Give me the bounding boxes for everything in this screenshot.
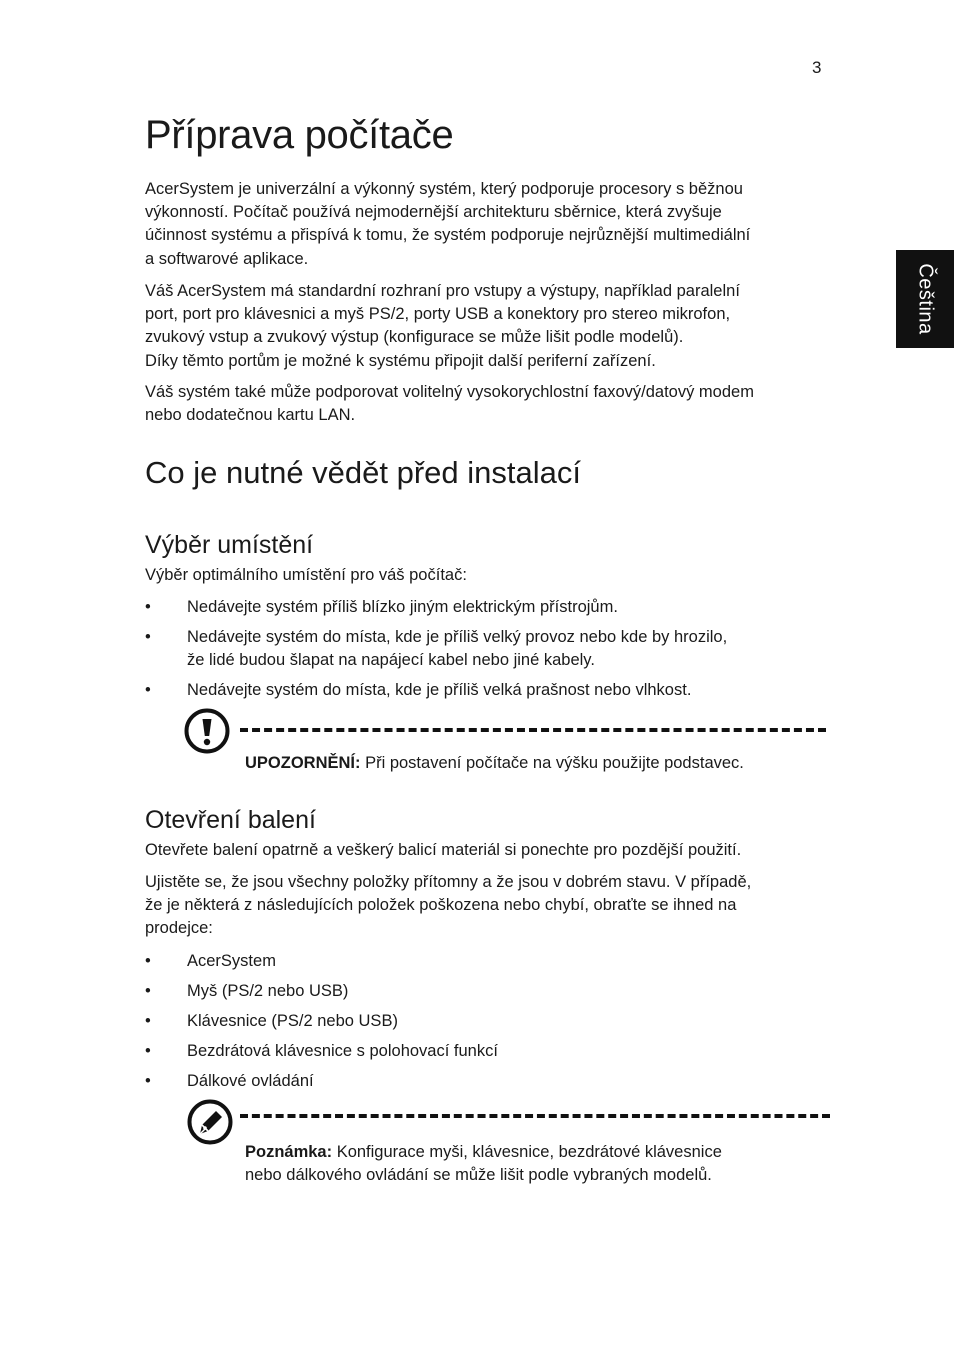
unpacking-paragraph-2: Ujistěte se, že jsou všechny položky přítomny a že jsou v dobrém stavu. V případě, že je některá z následujících položek poškozena nebo chybí, obraťte se ihned na prodejce: [145,873,752,938]
intro-paragraph-1: AcerSystem je univerzální a výkonný systém, který podporuje procesory s běžnou výkonností. Počítač používá nejmodernější architekturu sběrnice, která zvyšuje účinnost systému a přispívá k tomu, že systém podporuje nejrůznější multimediální a softwarové aplikace. [145,180,751,268]
page-number: 3 [812,58,822,77]
warning-note: UPOZORNĚNÍ: Při postavení počítače na výšku použijte podstavec. [245,754,744,772]
placement-heading: Výběr umístění [145,531,314,559]
warning-divider [240,728,826,732]
intro-paragraph-3: Váš systém také může podporovat volitelný vysokorychlostní faxový/datový modem nebo dodatečnou kartu LAN. [145,383,754,425]
unpacking-heading: Otevření balení [145,806,316,834]
note-text: Poznámka: Konfigurace myši, klávesnice, bezdrátové klávesnice nebo dálkového ovládání se může lišit podle vybraných modelů. [245,1143,722,1185]
note-pen-icon [186,1098,234,1146]
page-title: Příprava počítače [145,113,454,157]
language-tab [896,250,954,348]
section-title: Co je nutné vědět před instalací [145,455,581,490]
note-divider [240,1114,830,1118]
warning-exclamation-icon [183,707,231,755]
unpacking-paragraph-1: Otevřete balení opatrně a veškerý balicí materiál si ponechte pro pozdější použití. [145,841,742,859]
intro-paragraph-2: Váš AcerSystem má standardní rozhraní pro vstupy a výstupy, například paralelní port, port pro klávesnici a myš PS/2, porty USB a konektory pro stereo mikrofon, zvukový vstup a zvukový výstup (konfigurace se může lišit podle modelů). Díky těmto portům je možné k systému připojit další periferní zařízení. [145,282,740,370]
placement-intro: Výběr optimálního umístění pro váš počítač: [145,566,467,584]
language-tab-label: Čeština [914,263,937,335]
